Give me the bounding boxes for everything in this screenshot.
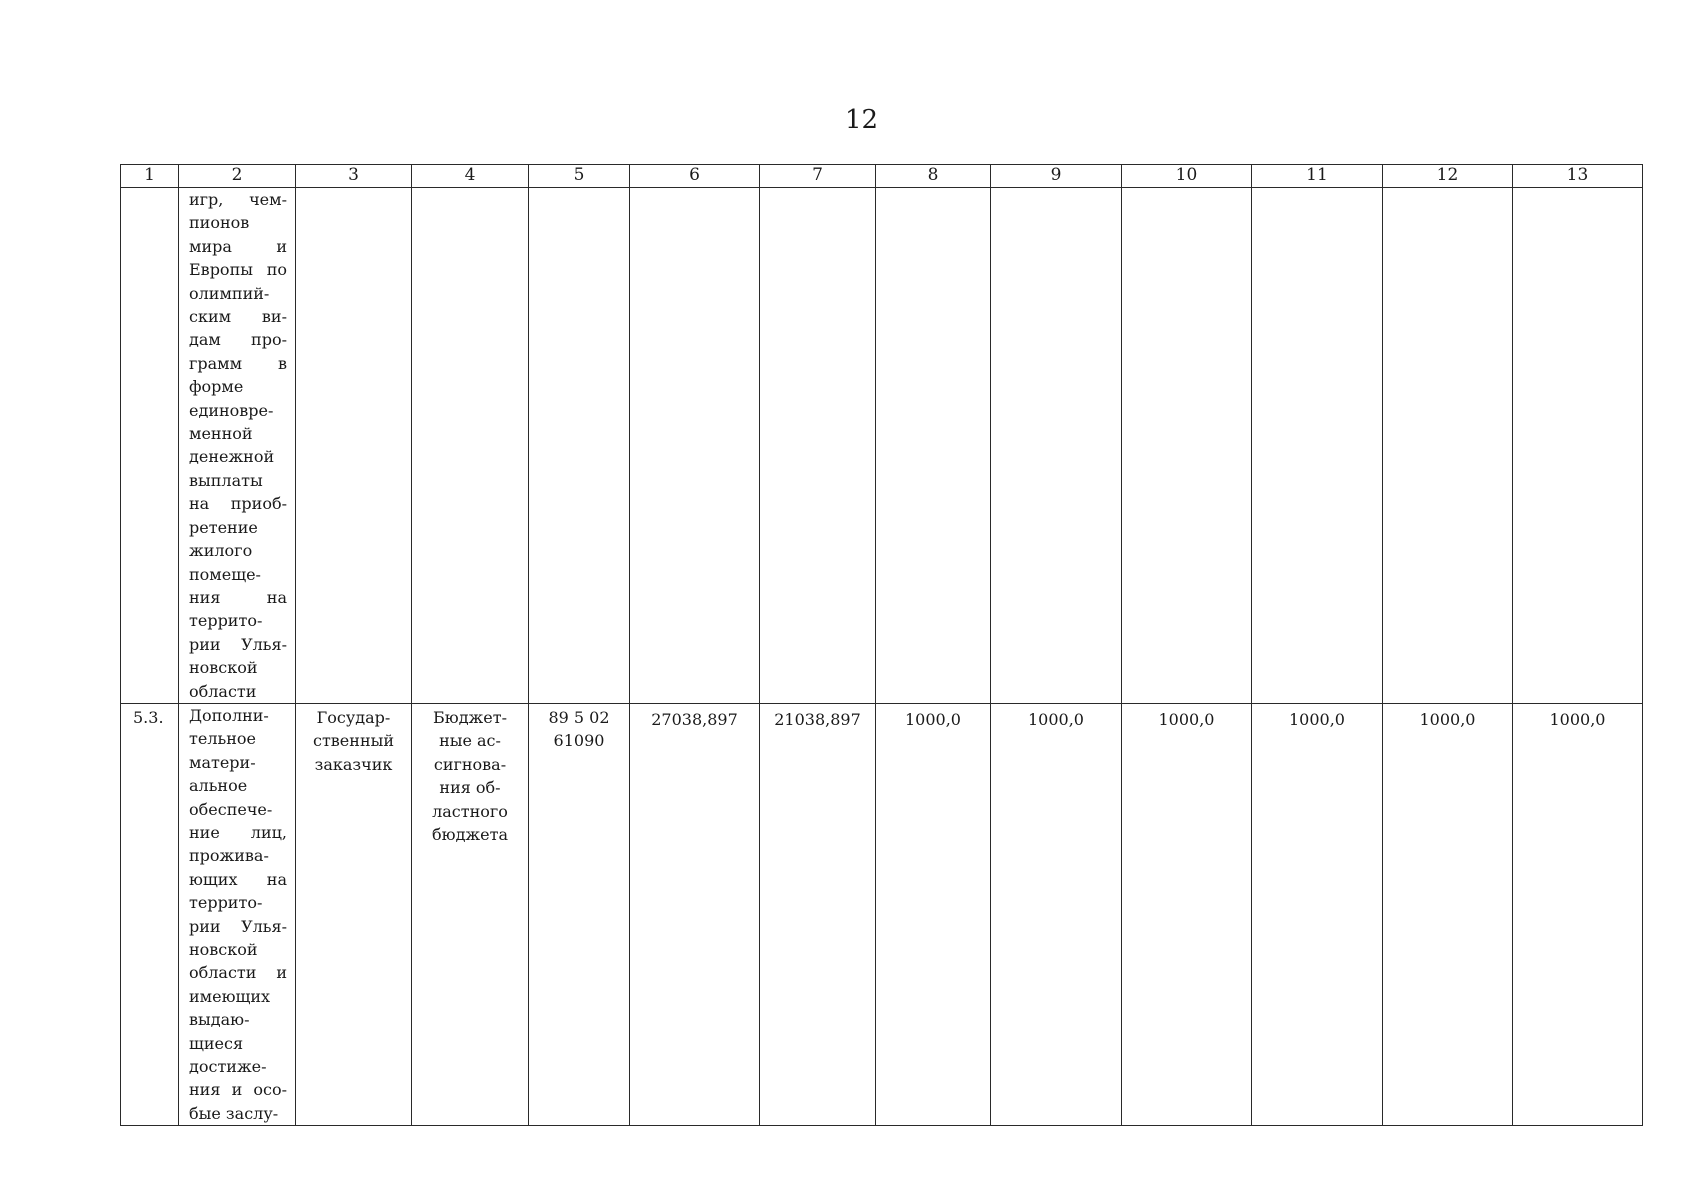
empty-cell: [529, 188, 630, 704]
col10-value: 1000,0: [1158, 709, 1215, 729]
col8-value: 1000,0: [905, 709, 961, 729]
header-cell-1: 1: [121, 165, 179, 188]
total-value: 27038,897: [651, 709, 738, 729]
col13-value: 1000,0: [1549, 709, 1606, 729]
description-cell: [179, 188, 296, 704]
page-number: 12: [845, 105, 879, 135]
text-line: новской: [189, 658, 258, 678]
customer-cell: [296, 703, 412, 1125]
text-line: альное: [189, 776, 248, 796]
header-cell-4: 4: [412, 165, 529, 188]
text-line: ским ви-: [189, 307, 287, 327]
header-cell-7: 7: [760, 165, 876, 188]
empty-cell: [991, 188, 1122, 704]
text-line: выплаты: [189, 470, 263, 490]
header-cell-5: 5: [529, 165, 630, 188]
col9-cell: [991, 703, 1122, 1125]
col11-value: 1000,0: [1289, 709, 1345, 729]
text-line: матери-: [189, 752, 256, 772]
text-line: террито-: [189, 611, 263, 631]
text-line: на приоб-: [189, 494, 287, 514]
empty-cell: [876, 188, 991, 704]
col12-value: 1000,0: [1419, 709, 1476, 729]
table-row-continued: [121, 188, 1643, 704]
text-line: ные ас-: [439, 731, 501, 751]
text-line: ластного: [432, 801, 508, 821]
col7-value: 21038,897: [774, 709, 861, 729]
header-cell-2: 2: [179, 165, 296, 188]
text-line: пионов: [189, 213, 250, 233]
header-cell-10: 10: [1122, 165, 1252, 188]
empty-cell: [296, 188, 412, 704]
header-cell-13: 13: [1513, 165, 1643, 188]
text-line: достиже-: [189, 1057, 267, 1077]
text-line: единовре-: [189, 400, 274, 420]
text-line: менной: [189, 424, 253, 444]
text-line: сигнова-: [433, 754, 507, 774]
col13-cell: [1513, 703, 1643, 1125]
text-line: ние лиц,: [189, 822, 287, 842]
text-line: рии Улья-: [189, 916, 287, 936]
text-line: денежной: [189, 447, 275, 467]
text-line: имеющих: [189, 986, 271, 1006]
row-number-cell: [121, 703, 179, 1125]
total-cell: [630, 703, 760, 1125]
text-line: бюджета: [432, 824, 508, 844]
text-line: форме: [189, 377, 244, 397]
col12-cell: [1383, 703, 1513, 1125]
text-line: помеще-: [189, 564, 261, 584]
col8-cell: [876, 703, 991, 1125]
text-line: области: [189, 681, 257, 701]
row-number: 5.3.: [133, 707, 164, 727]
col9-value: 1000,0: [1028, 709, 1084, 729]
text-line: террито-: [189, 893, 263, 913]
description-cell: [179, 703, 296, 1125]
table-row-5-3: [121, 703, 1643, 1125]
description-text: [179, 188, 295, 703]
text-line: мира и: [189, 236, 287, 256]
text-line: Бюджет-: [433, 707, 507, 727]
description-text: [179, 704, 295, 1125]
text-line: ретение: [189, 517, 258, 537]
empty-cell: [1252, 188, 1383, 704]
text-line: бые заслу-: [189, 1103, 279, 1123]
empty-cell: [760, 188, 876, 704]
source-text: [412, 704, 528, 846]
text-line: ственный: [312, 731, 394, 751]
empty-cell: [1122, 188, 1252, 704]
empty-cell: [630, 188, 760, 704]
text-line: 89 5 02: [548, 707, 610, 727]
text-line: олимпий-: [189, 283, 270, 303]
text-line: Государ-: [316, 707, 391, 727]
text-line: ния об-: [439, 778, 501, 798]
header-cell-6: 6: [630, 165, 760, 188]
empty-cell: [412, 188, 529, 704]
text-line: 61090: [553, 731, 605, 751]
text-line: жилого: [189, 541, 253, 561]
header-row: [121, 165, 1643, 188]
text-line: грамм в: [189, 353, 287, 373]
text-line: ния на: [189, 587, 287, 607]
header-cell-9: 9: [991, 165, 1122, 188]
empty-cell: [1513, 188, 1643, 704]
text-line: выдаю-: [189, 1010, 250, 1030]
text-line: игр, чем-: [189, 190, 287, 209]
col11-cell: [1252, 703, 1383, 1125]
header-cell-12: 12: [1383, 165, 1513, 188]
text-line: рии Улья-: [189, 634, 287, 654]
budget-table: [120, 164, 1643, 1126]
text-line: прожива-: [189, 846, 269, 866]
header-cell-3: 3: [296, 165, 412, 188]
header-cell-11: 11: [1252, 165, 1383, 188]
text-line: новской: [189, 940, 258, 959]
text-line: ющих на: [189, 869, 287, 889]
text-line: Дополни-: [189, 705, 269, 725]
code-cell: [529, 703, 630, 1125]
text-line: обеспече-: [189, 799, 273, 819]
row-number-cell: [121, 188, 179, 704]
col7-cell: [760, 703, 876, 1125]
text-line: Европы по: [189, 260, 287, 280]
text-line: ния и осо-: [189, 1080, 287, 1100]
text-line: щиеся: [189, 1033, 244, 1053]
text-line: тельное: [189, 729, 256, 749]
text-line: области и: [189, 963, 287, 983]
text-line: заказчик: [314, 754, 393, 774]
budget-code: [529, 704, 629, 753]
customer-text: [296, 704, 411, 776]
col10-cell: [1122, 703, 1252, 1125]
header-cell-8: 8: [876, 165, 991, 188]
empty-cell: [1383, 188, 1513, 704]
text-line: дам про-: [189, 330, 287, 350]
source-cell: [412, 703, 529, 1125]
